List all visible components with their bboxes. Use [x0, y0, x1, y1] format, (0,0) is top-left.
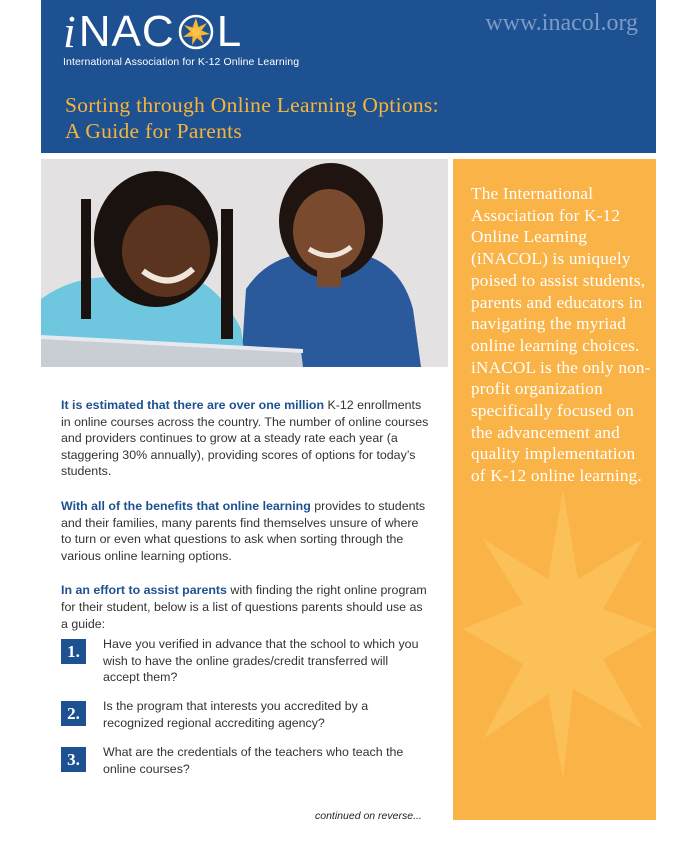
header-banner: [41, 0, 656, 153]
question-item: [61, 698, 431, 731]
paragraph-2: [61, 498, 431, 564]
paragraph-3-lead: In an effort to assist parents: [61, 583, 227, 598]
question-text: Is the program that interests you accredited by a recognized regional accrediting agency?: [103, 699, 369, 730]
parent-child-photo: [41, 159, 448, 367]
title-line-1: Sorting through Online Learning Options:: [65, 93, 439, 117]
sidebar-panel: [453, 159, 656, 820]
question-item: [61, 636, 431, 686]
paragraph-2-lead: With all of the benefits that online learning: [61, 498, 311, 513]
logo-letter-l: L: [216, 7, 243, 56]
logo-wordmark: [63, 6, 299, 57]
question-text: Have you verified in advance that the school to which you wish to have the online grades/credit transferred will accept them?: [103, 637, 419, 685]
paragraph-1: [61, 397, 431, 480]
intro-body: [61, 397, 431, 650]
sun-star-icon: [176, 12, 216, 52]
page-title: [65, 92, 439, 144]
continued-note: continued on reverse...: [315, 810, 422, 822]
sidebar-description: The International Association for K-12 Online Learning (iNACOL) is uniquely poised to assist students, parents and educators in navigating the myriad online learning choices. iNACOL is the only non-profit organization specifically focused on the advancement and quality implementation of K-12 online learning.: [471, 184, 651, 486]
logo-letter-i: i: [63, 6, 77, 57]
question-number-badge: 1.: [61, 639, 86, 664]
title-line-2: A Guide for Parents: [65, 119, 243, 143]
question-number-badge: 3.: [61, 747, 86, 772]
paragraph-1-text: K-12 enrollments in online courses across the country. The number of online courses and providers continues to grow at a steady rate each year (a staggering 30% annually), providing scores of options for today’s students.: [61, 398, 429, 479]
paragraph-3-text: with finding the right online program for their student, below is a list of questions parents should use as a guide:: [61, 583, 427, 631]
question-text: What are the credentials of the teachers who teach the online courses?: [103, 745, 404, 776]
photo-illustration: [41, 159, 448, 367]
logo-subtitle: International Association for K-12 Online Learning: [63, 56, 300, 68]
question-number-badge: 2.: [61, 701, 86, 726]
logo-letters-nac: NAC: [78, 7, 175, 56]
inacol-logo: [63, 6, 300, 68]
paragraph-1-lead: It is estimated that there are over one million: [61, 398, 325, 412]
question-item: [61, 744, 431, 777]
website-url[interactable]: www.inacol.org: [485, 10, 638, 36]
paragraph-2-text: provides to students and their families, many parents find themselves unsure of where to turn or even what questions to ask when sorting through the various online learning options.: [61, 498, 426, 563]
paragraph-3: [61, 582, 431, 632]
